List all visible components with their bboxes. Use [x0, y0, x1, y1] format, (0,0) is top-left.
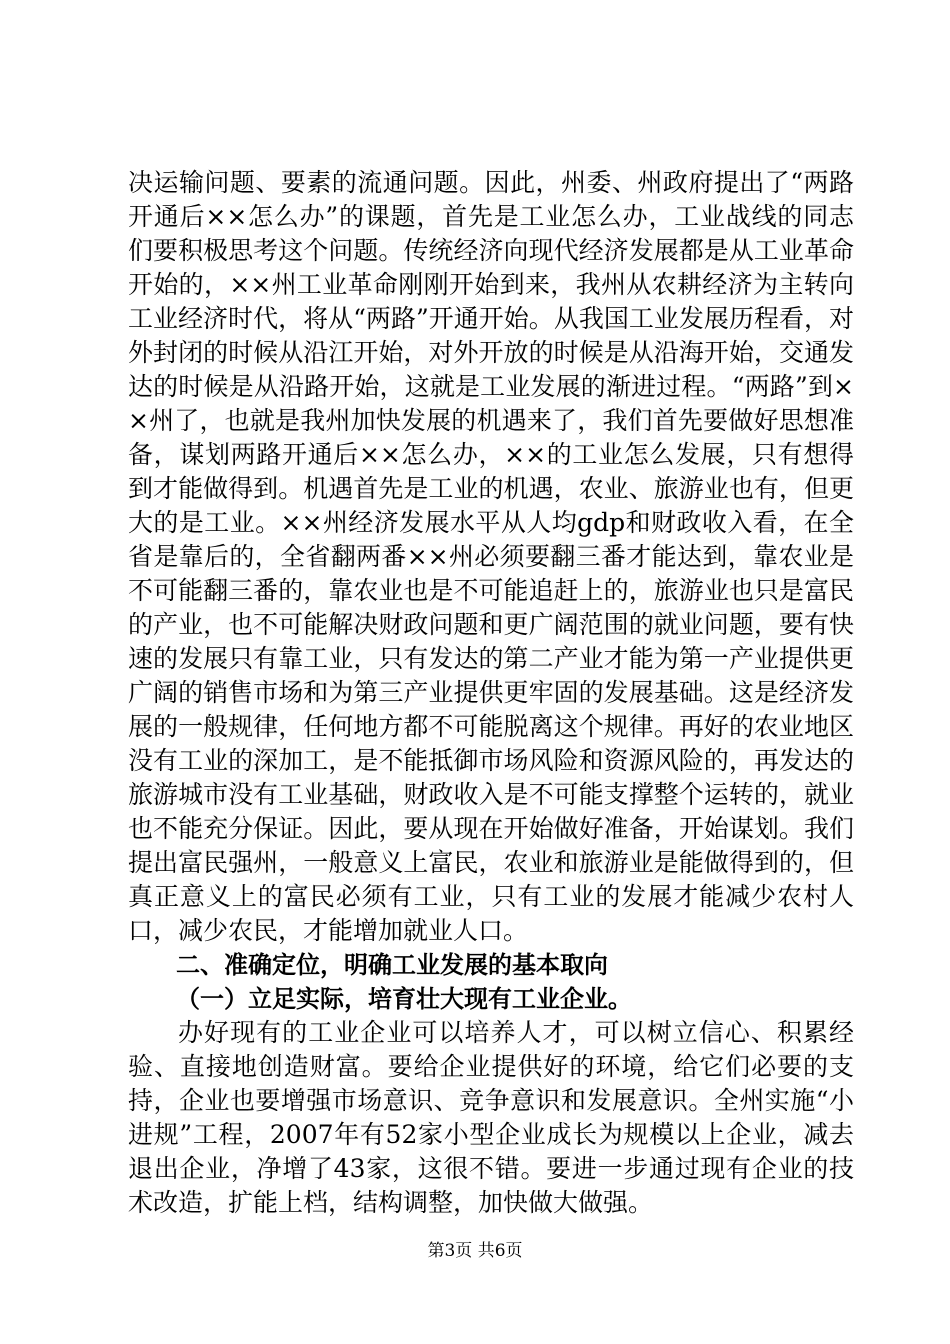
- page-footer: 第3页 共6页: [427, 1241, 523, 1261]
- body-paragraph-continued: 决运输问题、要素的流通问题。因此，州委、州政府提出了“两路开通后××怎么办”的课题，首先是工业怎么办，工业战线的同志们要积极思考这个问题。传统经济向现代经济发展都是从工业革命开始的，××州工业革命刚刚开始到来，我州从农耕经济为主转向工业经济时代，将从“两路”开通开始。从我国工业发展历程看，对外封闭的时候从沿江开始，对外开放的时候是从沿海开始，交通发达的时候是从沿路开始，这就是工业发展的渐进过程。“两路”到××州了，也就是我州加快发展的机遇来了，我们首先要做好思想准备，谋划两路开通后××怎么办，××的工业怎么发展，只有想得到才能做得到。机遇首先是工业的机遇，农业、旅游业也有，但更大的是工业。××州经济发展水平从人均gdp和财政收入看，在全省是靠后的，全省翻两番××州必须要翻三番才能达到，靠农业是不可能翻三番的，靠农业也是不可能追赶上的，旅游业也只是富民的产业，也不可能解决财政问题和更广阔范围的就业问题，要有快速的发展只有靠工业，只有发达的第二产业才能为第一产业提供更广阔的销售市场和为第三产业提供更牢固的发展基础。这是经济发展的一般规律，任何地方都不可能脱离这个规律。再好的农业地区没有工业的深加工，是不能抵御市场风险和资源风险的，再发达的旅游城市没有工业基础，财政收入是不可能支撑整个运转的，就业也不能充分保证。因此，要从现在开始做好准备，开始谋划。我们提出富民强州，一般意义上富民，农业和旅游业是能做得到的，但真正意义上的富民必须有工业，只有工业的发展才能减少农村人口，减少农民，才能增加就业人口。: [128, 168, 854, 945]
- body-paragraph: 办好现有的工业企业可以培养人才，可以树立信心、积累经验、直接地创造财富。要给企业提供好的环境，给它们必要的支持，企业也要增强市场意识、竞争意识和发展意识。全州实施“小进规”工程，2007年有52家小型企业成长为规模以上企业，减去退出企业，净增了43家，这很不错。要进一步通过现有企业的技术改造，扩能上档，结构调整，加快做大做强。: [128, 1018, 854, 1217]
- section-heading: 二、准确定位，明确工业发展的基本取向: [176, 951, 608, 979]
- subsection-heading: （一）立足实际，培育壮大现有工业企业。: [176, 985, 632, 1013]
- document-body: [128, 166, 854, 1220]
